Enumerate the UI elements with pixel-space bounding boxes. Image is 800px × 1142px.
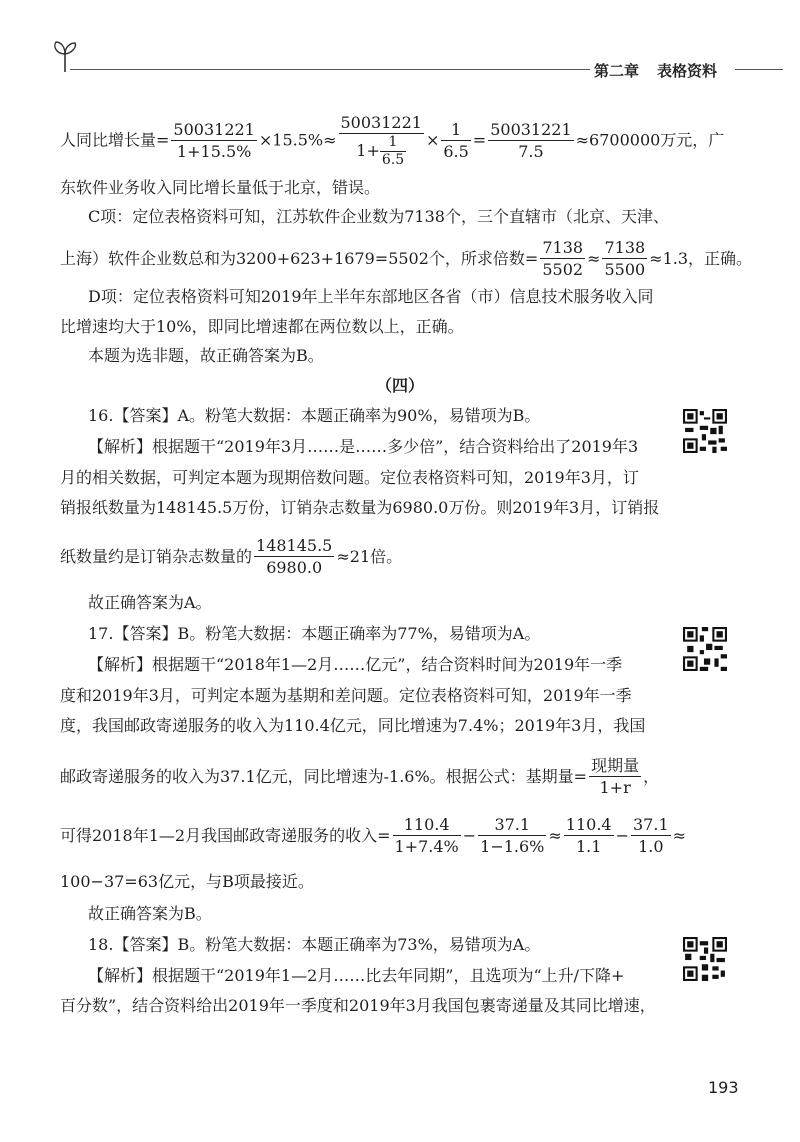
text-line: 【解析】根据题干“2019年3月……是……多少倍”，结合资料给出了2019年3 [88,437,639,456]
text-line: 百分数”，结合资料给出2019年一季度和2019年3月我国包裹寄递量及其同比增速， [60,996,656,1015]
text-line: 本题为选非题，故正确答案为B。 [88,346,324,365]
text-line: 销报纸数量为148145.5万份，订销杂志数量为6980.0万份。则2019年3月，订销报 [60,498,660,517]
text-line: D项：定位表格资料可知2019年上半年东部地区各省（市）信息技术服务收入同 [88,287,654,306]
fraction: $\frac{37.1}{1-1.6\%}$ [480,815,545,856]
formula-line-17a: 邮政寄递服务的收入为37.1亿元，同比增速为-1.6%。根据公式：基期量= $\frac{\text{现期量}}{1+r}$ ， [60,756,660,797]
fraction: $\frac{37.1}{1.0}$ [633,815,669,856]
formula-line-1: 人同比增长量= $\frac{50031221}{1+15.5\%}$ ×15.5%≈ 50031221 1+ $\frac{1}{6.5}$ × $\frac{1}{6.5}$ = $\frac{50031221}{7.5}$ ≈6700000万元，广 [60,113,725,168]
text-line: 100−37=63亿元，与B项最接近。 [60,872,314,891]
qr-code-icon[interactable] [683,627,727,671]
fraction: 50031221 1+ $\frac{1}{6.5}$ [340,113,422,168]
fraction: $\frac{50031221}{7.5}$ [490,119,572,161]
text-line: 度，我国邮政寄递服务的收入为110.4亿元，同比增速为7.4%；2019年3月，我国 [60,716,646,735]
fraction: $\frac{110.4}{1.1}$ [565,815,612,856]
page-number: 193 [708,1078,739,1097]
text-line: 【解析】根据题干“2018年1—2月……亿元”，结合资料时间为2019年一季 [88,655,623,674]
fraction: $\frac{\text{现期量}}{1+r}$ [591,756,640,797]
text-line: 故正确答案为B。 [88,904,212,923]
text-line: 故正确答案为A。 [88,593,212,612]
formula-line-17b: 可得2018年1—2月我国邮政寄递服务的收入= $\frac{110.4}{1+7.4\%}$ − $\frac{37.1}{1-1.6\%}$ ≈ $\frac{110.4}{1.1}$ − $\frac{37.1}{1.0}$ ≈ [60,815,687,856]
fraction: $\frac{50031221}{1+15.5\%}$ [173,119,255,161]
formula-line-16: 纸数量约是订销杂志数量的 $\frac{148145.5}{6980.0}$ ≈21倍。 [60,536,403,577]
text-line: 比增速均大于10%，即同比增速都在两位数以上，正确。 [60,317,464,336]
answer-line: 18.【答案】B。粉笔大数据：本题正确率为73%，易错项为A。 [88,935,541,954]
fraction: $\frac{7138}{5500}$ [604,238,646,279]
formula-line-c: 上海）软件企业数总和为3200+623+1679=5502个，所求倍数= $\frac{7138}{5502}$ ≈ $\frac{7138}{5500}$ ≈1.3，正确。 [60,238,753,279]
section-label: 表格资料 [657,62,718,80]
header-rule-left [70,69,590,70]
section-title: （四） [375,376,424,395]
chapter-label: 第二章 [594,62,640,80]
text-line: 东软件业务收入同比增长量低于北京，错误。 [60,178,381,197]
qr-code-icon[interactable] [683,937,727,981]
fraction: $\frac{1}{6.5}$ [443,119,469,161]
text-line: 度和2019年3月，可判定本题为基期和差问题。定位表格资料可知，2019年一季 [60,686,632,705]
fraction: $\frac{148145.5}{6980.0}$ [256,536,333,577]
header-rule-right [735,69,783,70]
qr-code-icon[interactable] [683,409,727,453]
fraction: $\frac{110.4}{1+7.4\%}$ [394,815,459,856]
text-line: 【解析】根据题干“2019年1—2月……比去年同期”，且选项为“上升/下降+ [88,966,625,985]
text-line: C项：定位表格资料可知，江苏软件企业数为7138个，三个直辖市（北京、天津、 [88,207,669,226]
text-line: 月的相关数据，可判定本题为现期倍数问题。定位表格资料可知，2019年3月，订 [60,468,639,487]
answer-line: 17.【答案】B。粉笔大数据：本题正确率为77%，易错项为A。 [88,624,541,643]
running-header [594,60,717,81]
fraction: $\frac{7138}{5502}$ [542,238,584,279]
answer-line: 16.【答案】A。粉笔大数据：本题正确率为90%，易错项为B。 [88,406,541,425]
